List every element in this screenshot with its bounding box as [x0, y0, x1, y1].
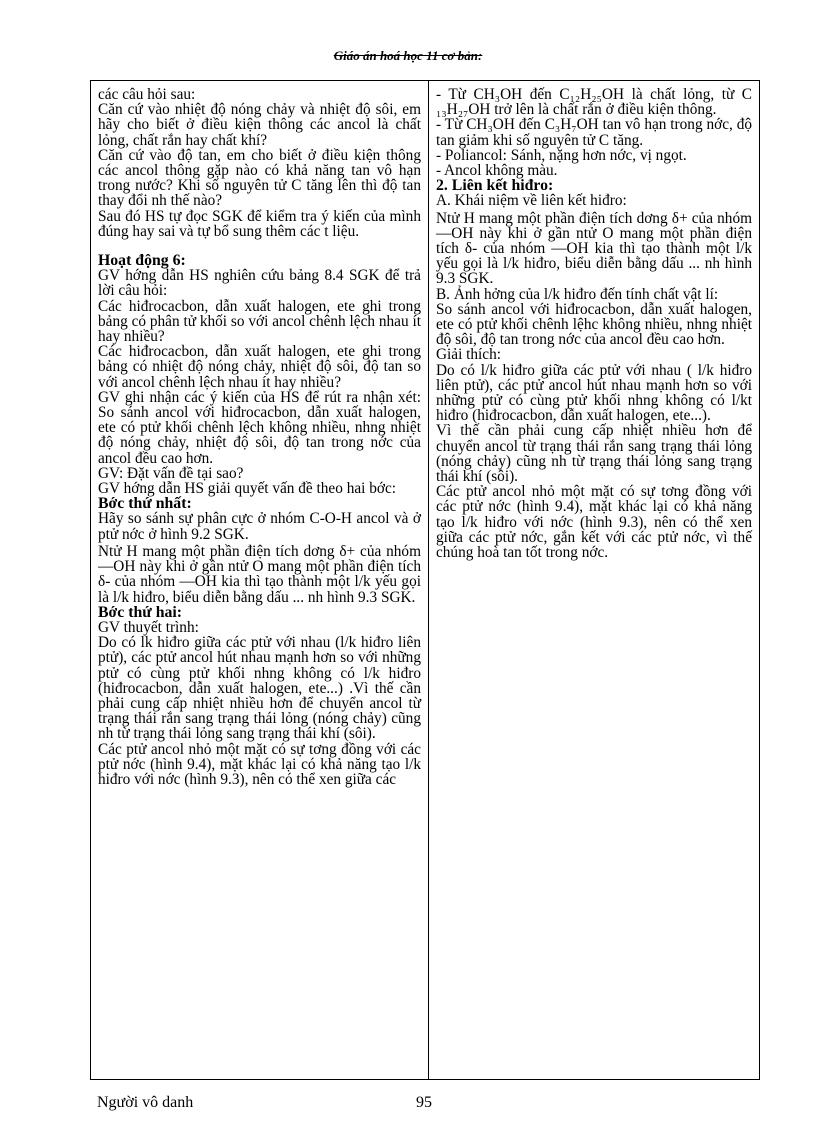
paragraph: Các hiđrocacbon, dẫn xuất halogen, ete ghi trong bảng có phân tử khối so với ancol chênh lệch nhau ít hay nhiều?: [98, 297, 421, 346]
step-heading: Bớc thứ nhất:: [98, 495, 192, 513]
paragraph: Căn cứ vào độ tan, em cho biết ở điều kiện thông các ancol thông gặp nào có khả năng tan vô hạn trong nước? Khi số nguyên tử C tăng lên thì độ tan thay đổi nh thế nào?: [98, 146, 421, 210]
paragraph: Ntử H mang một phần điện tích dơng δ+ của nhóm —OH này khi ở gần ntử O mang một phần điện tích δ- của nhóm —OH kia thì tạo thành một l/k yếu gọi là l/k hiđro, biểu diễn bằng dấu ... nh hình 9.3 SGK.: [435, 209, 752, 288]
paragraph: - Poliancol: Sánh, nặng hơn nớc, vị ngọt.: [435, 146, 687, 164]
page-header: [0, 48, 816, 64]
lesson-table: [90, 80, 760, 1080]
subsection-heading: B. Ảnh hởng của l/k hiđro đến tính chất vật lí:: [435, 285, 719, 303]
paragraph: So sánh ancol với hiđrocacbon, dẫn xuất halogen, ete có ptử khối chênh lệhc không nhiều, nhng nhiệt độ sôi, độ tan trong nớc của ancol đều cao hơn.: [435, 300, 752, 349]
paragraph: Hãy so sánh sự phân cực ở nhóm C-O-H ancol và ở ptử nớc ở hình 9.2 SGK.: [98, 510, 421, 543]
step-heading: Bớc thứ hai:: [98, 603, 183, 621]
paragraph: Các ptử ancol nhỏ một mặt có sự tơng đồng với các ptử nớc (hình 9.4), mặt khác lại có khả năng tạo l/k hiđro với nớc (hình 9.3), nên có thể xen giữa các ptử nớc, gắn kết với các ptử nớc, vì thế chúng hoà tan tốt trong nớc.: [435, 483, 752, 562]
paragraph: GV: Đặt vấn đề tại sao?: [98, 464, 244, 482]
header-title: Giáo án hoá học 11 cơ bản:: [333, 48, 483, 63]
paragraph: Giải thích:: [435, 346, 501, 364]
paragraph: Căn cứ vào nhiệt độ nóng chảy và nhiệt độ sôi, em hãy cho biết ở điều kiện thông các ancol là chất lỏng, chất rắn hay chất khí?: [98, 101, 421, 149]
paragraph: Ntử H mang một phần điện tích dơng δ+ của nhóm —OH này khi ở gần ntử O mang một phần điện tích δ- của nhóm —OH kia thì tạo thành một l/k yếu gọi là l/k hiđro, biểu diễn bằng dấu ... nh hình 9.3 SGK.: [98, 542, 421, 606]
paragraph: Do có lk hiđro giữa các ptử với nhau (l/k hiđro liên ptử), các ptử ancol hút nhau mạnh hơn so với những ptử có cùng ptử khối nhng không có l/k hiđro (hiđrocacbon, dẫn xuất halogen, ete...) .Vì thế cần phải cung cấp nhiệt nhiều hơn để chuyển ancol từ trạng thái rắn sang trạng thái lỏng (nóng chảy) cũng nh từ trạng thái lỏng sang trạng thái khí (sôi).: [98, 634, 421, 743]
page-number: 95: [416, 1094, 432, 1111]
paragraph: Do có l/k hiđro giữa các ptử với nhau ( l/k hiđro liên ptử), các ptử ancol hút nhau mạnh hơn so với những ptử có cùng ptử khối nhng không có l/kt hiđro (hiđrocacbon, dẫn xuất halogen, ete...).: [435, 361, 752, 425]
paragraph: - Ancol không màu.: [435, 162, 558, 180]
paragraph: GV ghi nhận các ý kiến của HS để rút ra nhận xét: So sánh ancol với hiđrocacbon, dẫn xuất halogen, ete có ptử khối chênh lệch không nhiều, nhng nhiệt độ nóng chảy, nhiệt độ sôi, độ tan trong nớc của ancol đều cao hơn.: [98, 388, 421, 467]
paragraph: Các ptử ancol nhỏ một mặt có sự tơng đồng với các ptử nớc (hình 9.4), mặt khác lại có khả năng tạo l/k hiđro với nớc (hình 9.3), nên có thể xen giữa các: [98, 740, 421, 788]
teacher-activity-column: [91, 81, 429, 1079]
spacer: [98, 239, 421, 253]
content-column: [429, 81, 759, 1079]
section-heading: 2. Liên kết hiđro:: [435, 177, 554, 195]
paragraph: Các hiđrocacbon, dẫn xuất halogen, ete ghi trong bảng có nhiệt độ nóng chảy, nhiệt độ sôi, độ tan so với ancol chênh lệch nhau ít hay nhiều?: [98, 343, 421, 391]
paragraph: GV hớng dẫn HS giải quyết vấn đề theo hai bớc:: [98, 480, 396, 498]
paragraph: các câu hỏi sau:: [98, 86, 196, 103]
paragraph: GV thuyết trình:: [98, 618, 199, 636]
paragraph: GV hớng dẫn HS nghiên cứu bảng 8.4 SGK để trả lời câu hỏi:: [98, 267, 421, 300]
paragraph: Vì thế cần phải cung cấp nhiệt nhiều hơn để chuyển ancol từ trạng thái rắn sang trạng thái lỏng (nóng chảy) cũng nh từ trạng thái lỏng sang trạng thái khí (sôi).: [435, 422, 752, 486]
paragraph: - Từ CH₃OH đến C₁₂H₂₅OH là chất lỏng, từ C ₁₃H₂₇OH trở lên là chất rắn ở điều kiện thông.: [435, 86, 752, 119]
activity-heading: Hoạt động 6:: [98, 252, 186, 270]
footer-author: Người vô danh: [97, 1094, 194, 1111]
paragraph: Sau đó HS tự đọc SGK để kiểm tra ý kiến của mình đúng hay sai và tự bổ sung thêm các t liệu.: [98, 207, 421, 240]
subsection-heading: A. Khái niệm về liên kết hiđro:: [435, 192, 627, 210]
paragraph: - Từ CH₃OH đến C₃H₇OH tan vô hạn trong nớc, độ tan giảm khi số nguyên tử C tăng.: [435, 116, 752, 149]
